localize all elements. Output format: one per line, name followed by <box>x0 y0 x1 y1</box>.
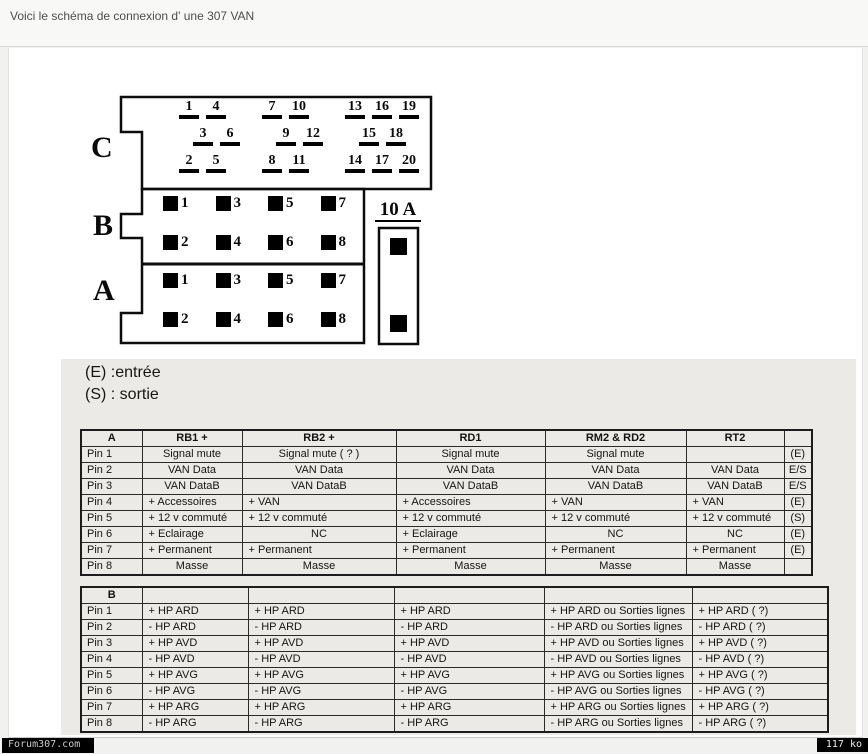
pin-cell: Pin 8 <box>81 716 142 733</box>
table-row <box>81 684 828 700</box>
value-cell: + Permanent <box>242 543 396 559</box>
value-cell: VAN Data <box>242 463 396 479</box>
content-area <box>8 48 863 738</box>
header-cell <box>248 587 394 604</box>
value-cell: - HP ARD <box>248 620 394 636</box>
value-cell: + HP AVG <box>142 668 248 684</box>
pin-number: 7 <box>338 194 346 211</box>
connector-label-b: B <box>93 209 114 242</box>
value-cell: VAN Data <box>545 463 686 479</box>
pin-number: 8 <box>262 154 282 173</box>
header-cell: RM2 & RD2 <box>545 430 686 447</box>
table-header-row <box>81 430 812 447</box>
pin <box>321 194 374 212</box>
pin-number: 17 <box>372 154 392 173</box>
header-cell: RB2 + <box>242 430 396 447</box>
value-cell: Masse <box>242 559 396 576</box>
value-cell: Masse <box>396 559 545 576</box>
value-cell: + HP AVD <box>248 636 394 652</box>
c-pin-group <box>262 100 309 119</box>
header-bar <box>0 0 868 47</box>
value-cell: - HP ARD <box>394 620 544 636</box>
legend-line-sortie: (S) : sortie <box>85 386 159 403</box>
fuse-label: 10 A <box>375 199 421 222</box>
value-cell: - HP AVG <box>394 684 544 700</box>
value-cell: - HP ARG ou Sorties lignes <box>544 716 692 733</box>
pin-cell: Pin 4 <box>81 495 142 511</box>
pin-number: 19 <box>399 100 419 119</box>
pin <box>321 310 374 328</box>
header-cell <box>142 587 248 604</box>
wiring-diagram <box>91 89 451 359</box>
pin <box>268 194 321 212</box>
value-cell: + HP ARD <box>248 604 394 620</box>
c-pin-row-1 <box>179 100 419 119</box>
value-cell: + Permanent <box>545 543 686 559</box>
value-cell: + 12 v commuté <box>142 511 242 527</box>
pin-square <box>268 196 283 211</box>
table-row <box>81 511 812 527</box>
value-cell: - HP AVD ou Sorties lignes <box>544 652 692 668</box>
pin-row <box>163 310 373 328</box>
pin-cell: Pin 7 <box>81 543 142 559</box>
value-cell: + Permanent <box>142 543 242 559</box>
value-cell: NC <box>686 527 784 543</box>
value-cell: - HP ARG <box>394 716 544 733</box>
pin-number: 15 <box>359 127 379 146</box>
value-cell: Signal mute ( ? ) <box>242 447 396 463</box>
a-pin-grid <box>163 271 373 349</box>
table-row <box>81 527 812 543</box>
value-cell: - HP AVD ( ?) <box>692 652 828 668</box>
value-cell: (E) <box>784 447 812 463</box>
pin-cell: Pin 6 <box>81 684 142 700</box>
pin-number: 11 <box>289 154 309 173</box>
table-row <box>81 543 812 559</box>
pin-cell: Pin 3 <box>81 636 142 652</box>
c-pin-group <box>345 100 419 119</box>
pinout-table-b <box>80 586 829 733</box>
pin <box>163 194 216 212</box>
value-cell: - HP ARD <box>142 620 248 636</box>
pin-cell: Pin 8 <box>81 559 142 576</box>
value-cell: VAN Data <box>396 463 545 479</box>
pinout-table-a <box>80 429 813 576</box>
page-title: Voici le schéma de connexion d' une 307 VAN <box>10 9 255 23</box>
c-pin-group <box>193 127 240 146</box>
pin-number: 6 <box>220 127 240 146</box>
pin-square <box>268 312 283 327</box>
pin-cell: Pin 2 <box>81 463 142 479</box>
c-pin-group <box>359 127 406 146</box>
header-cell <box>394 587 544 604</box>
pin <box>216 271 269 289</box>
value-cell: + HP AVD <box>142 636 248 652</box>
pin-square <box>321 235 336 250</box>
pin-number: 8 <box>338 310 346 327</box>
c-pin-row-2 <box>193 127 406 146</box>
pin-number: 6 <box>286 233 294 250</box>
header-cell: RB1 + <box>142 430 242 447</box>
value-cell: + HP AVG ou Sorties lignes <box>544 668 692 684</box>
table-row <box>81 620 828 636</box>
footer-site-badge: Forum307.com <box>2 738 94 753</box>
pin-number: 3 <box>233 271 241 288</box>
pin-cell: Pin 5 <box>81 668 142 684</box>
pin-cell: Pin 1 <box>81 447 142 463</box>
value-cell: (S) <box>784 511 812 527</box>
pin-square <box>163 312 178 327</box>
pin-number: 7 <box>338 271 346 288</box>
value-cell: + VAN <box>686 495 784 511</box>
pin-number: 13 <box>345 100 365 119</box>
value-cell: + HP ARG ( ?) <box>692 700 828 716</box>
pin-number: 1 <box>179 100 199 119</box>
pin <box>216 233 269 251</box>
pin <box>321 271 374 289</box>
value-cell: + VAN <box>242 495 396 511</box>
pin-row <box>163 233 373 251</box>
value-cell: NC <box>545 527 686 543</box>
pin-number: 8 <box>338 233 346 250</box>
value-cell: - HP ARG ( ?) <box>692 716 828 733</box>
value-cell: + Accessoires <box>396 495 545 511</box>
value-cell: + VAN <box>545 495 686 511</box>
value-cell: E/S <box>784 479 812 495</box>
pin-cell: Pin 6 <box>81 527 142 543</box>
pin-square <box>268 235 283 250</box>
pin <box>268 310 321 328</box>
pin-number: 5 <box>286 194 294 211</box>
value-cell: + HP AVD ou Sorties lignes <box>544 636 692 652</box>
pin-number: 4 <box>233 233 241 250</box>
value-cell: + HP ARG <box>142 700 248 716</box>
pin-cell: Pin 5 <box>81 511 142 527</box>
pin-number: 10 <box>289 100 309 119</box>
pin-number: 5 <box>206 154 226 173</box>
c-pin-group <box>179 154 226 173</box>
value-cell: + HP ARD ( ?) <box>692 604 828 620</box>
value-cell: - HP AVG <box>248 684 394 700</box>
pin-square <box>163 235 178 250</box>
pin-square <box>268 273 283 288</box>
pin-row <box>163 194 373 212</box>
pin-cell: Pin 1 <box>81 604 142 620</box>
fuse-pin <box>390 315 407 332</box>
value-cell <box>784 559 812 576</box>
pin-number: 3 <box>233 194 241 211</box>
table-row <box>81 668 828 684</box>
value-cell: + Eclairage <box>396 527 545 543</box>
c-pin-group <box>345 154 419 173</box>
pin <box>268 233 321 251</box>
connector-label-a: A <box>93 274 115 307</box>
value-cell: - HP AVD <box>142 652 248 668</box>
table-row <box>81 700 828 716</box>
value-cell: Masse <box>545 559 686 576</box>
value-cell: VAN DataB <box>545 479 686 495</box>
value-cell: + HP ARD <box>142 604 248 620</box>
pin-cell: Pin 2 <box>81 620 142 636</box>
table-row <box>81 479 812 495</box>
pin-number: 16 <box>372 100 392 119</box>
value-cell: + HP AVG <box>394 668 544 684</box>
value-cell: Signal mute <box>142 447 242 463</box>
pin-number: 4 <box>233 310 241 327</box>
pin-number: 20 <box>399 154 419 173</box>
value-cell: + HP AVG ( ?) <box>692 668 828 684</box>
value-cell: - HP AVG ou Sorties lignes <box>544 684 692 700</box>
value-cell: VAN DataB <box>686 479 784 495</box>
value-cell: (E) <box>784 495 812 511</box>
pin-number: 9 <box>276 127 296 146</box>
value-cell: VAN DataB <box>142 479 242 495</box>
legend <box>85 362 161 406</box>
header-cell <box>692 587 828 604</box>
value-cell: + Permanent <box>396 543 545 559</box>
pin-square <box>163 273 178 288</box>
header-cell: RD1 <box>396 430 545 447</box>
c-pin-group <box>179 100 226 119</box>
pin-number: 2 <box>181 310 189 327</box>
table-row <box>81 716 828 733</box>
value-cell: + Eclairage <box>142 527 242 543</box>
pin-number: 3 <box>193 127 213 146</box>
table-row <box>81 447 812 463</box>
pin-row <box>163 271 373 289</box>
table-row <box>81 636 828 652</box>
pin-square <box>321 312 336 327</box>
value-cell: - HP ARG <box>248 716 394 733</box>
pin-cell: Pin 7 <box>81 700 142 716</box>
value-cell: Signal mute <box>545 447 686 463</box>
footer-size-badge: 117 ko <box>817 738 868 752</box>
value-cell: + HP AVD ( ?) <box>692 636 828 652</box>
value-cell: (E) <box>784 543 812 559</box>
table-row <box>81 463 812 479</box>
value-cell: Masse <box>686 559 784 576</box>
value-cell: + HP AVG <box>248 668 394 684</box>
value-cell: NC <box>242 527 396 543</box>
scan-region <box>61 359 856 735</box>
value-cell: Signal mute <box>396 447 545 463</box>
table-row <box>81 604 828 620</box>
fuse-connector <box>379 228 418 344</box>
value-cell: (E) <box>784 527 812 543</box>
header-cell: A <box>81 430 142 447</box>
pin-square <box>216 273 231 288</box>
value-cell: + HP ARG <box>248 700 394 716</box>
pin-number: 4 <box>206 100 226 119</box>
c-pin-row-3 <box>179 154 419 173</box>
pin-cell: Pin 3 <box>81 479 142 495</box>
value-cell: + Accessoires <box>142 495 242 511</box>
pin-number: 1 <box>181 194 189 211</box>
table-row <box>81 559 812 576</box>
value-cell: - HP ARD ou Sorties lignes <box>544 620 692 636</box>
value-cell: - HP AVG ( ?) <box>692 684 828 700</box>
value-cell: Masse <box>142 559 242 576</box>
pin-number: 2 <box>179 154 199 173</box>
pin <box>163 271 216 289</box>
pin <box>163 310 216 328</box>
value-cell: VAN Data <box>686 463 784 479</box>
connector-label-c: C <box>91 131 113 164</box>
value-cell: + 12 v commuté <box>242 511 396 527</box>
table-row <box>81 652 828 668</box>
pin-number: 1 <box>181 271 189 288</box>
pin-square <box>321 273 336 288</box>
pin-cell: Pin 4 <box>81 652 142 668</box>
pin-number: 6 <box>286 310 294 327</box>
pin <box>321 233 374 251</box>
pin <box>216 310 269 328</box>
value-cell: VAN DataB <box>396 479 545 495</box>
pin-number: 5 <box>286 271 294 288</box>
pin <box>268 271 321 289</box>
c-pin-group <box>262 154 309 173</box>
value-cell: VAN DataB <box>242 479 396 495</box>
value-cell: + HP ARD <box>394 604 544 620</box>
value-cell: + 12 v commuté <box>686 511 784 527</box>
header-cell <box>544 587 692 604</box>
pin-number: 12 <box>303 127 323 146</box>
table-header-row <box>81 587 828 604</box>
legend-line-entree: (E) :entrée <box>85 364 161 381</box>
value-cell: + 12 v commuté <box>396 511 545 527</box>
value-cell: - HP AVG <box>142 684 248 700</box>
fuse-pin <box>390 238 407 255</box>
header-cell: B <box>81 587 142 604</box>
pin-number: 2 <box>181 233 189 250</box>
pin-number: 14 <box>345 154 365 173</box>
value-cell <box>686 447 784 463</box>
b-pin-grid <box>163 194 373 272</box>
pin-square <box>216 235 231 250</box>
value-cell: E/S <box>784 463 812 479</box>
value-cell: + 12 v commuté <box>545 511 686 527</box>
header-cell: RT2 <box>686 430 784 447</box>
value-cell: VAN Data <box>142 463 242 479</box>
value-cell: - HP AVD <box>248 652 394 668</box>
value-cell: + HP AVD <box>394 636 544 652</box>
value-cell: + HP ARD ou Sorties lignes <box>544 604 692 620</box>
header-cell <box>784 430 812 447</box>
table-row <box>81 495 812 511</box>
value-cell: + Permanent <box>686 543 784 559</box>
value-cell: - HP ARG <box>142 716 248 733</box>
pin <box>216 194 269 212</box>
value-cell: + HP ARG <box>394 700 544 716</box>
pin-number: 7 <box>262 100 282 119</box>
pin <box>163 233 216 251</box>
value-cell: + HP ARG ou Sorties lignes <box>544 700 692 716</box>
value-cell: - HP AVD <box>394 652 544 668</box>
value-cell: - HP ARD ( ?) <box>692 620 828 636</box>
pin-square <box>216 196 231 211</box>
pin-number: 18 <box>386 127 406 146</box>
pin-square <box>163 196 178 211</box>
c-pin-group <box>276 127 323 146</box>
pin-square <box>216 312 231 327</box>
pin-square <box>321 196 336 211</box>
